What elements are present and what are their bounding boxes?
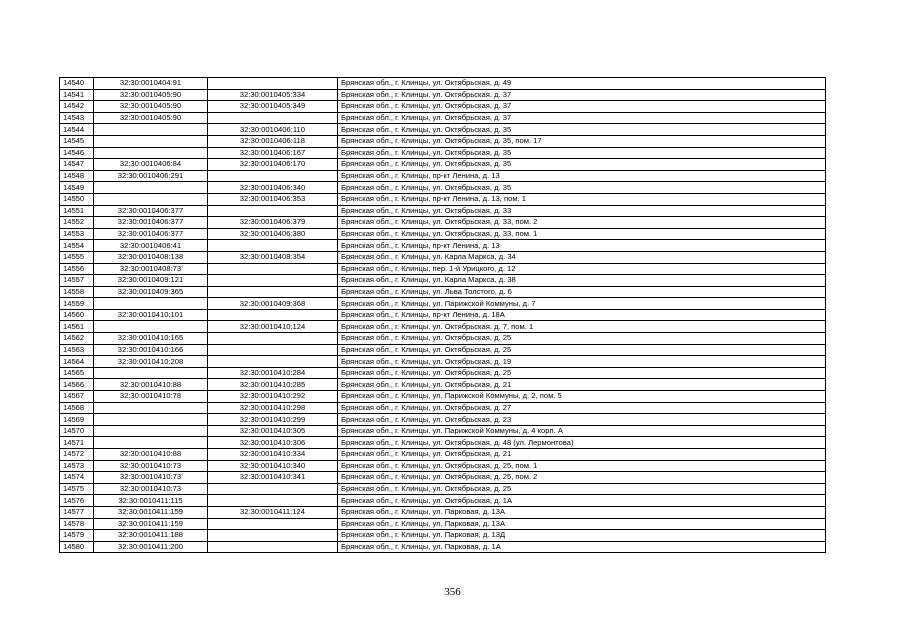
cadastral-number-cell: 32:30:0010409:365 — [94, 286, 208, 298]
table-row — [60, 228, 826, 240]
object-cadastral-number-cell — [208, 530, 338, 542]
cadastral-number-cell: 32:30:0010410:73 — [94, 460, 208, 472]
address-cell: Брянская обл., г. Клинцы, ул. Парковая, д. 1А — [338, 541, 826, 553]
object-cadastral-number-cell: 32:30:0010405:349 — [208, 101, 338, 113]
cadastral-number-cell: 32:30:0010406:84 — [94, 159, 208, 171]
row-number-cell: 14545 — [60, 135, 94, 147]
row-number-cell: 14550 — [60, 193, 94, 205]
row-number-cell: 14556 — [60, 263, 94, 275]
object-cadastral-number-cell: 32:30:0010406:379 — [208, 217, 338, 229]
cadastral-number-cell: 32:30:0010406:41 — [94, 240, 208, 252]
cadastral-number-cell: 32:30:0010408:138 — [94, 251, 208, 263]
cadastral-number-cell: 32:30:0010410:208 — [94, 356, 208, 368]
row-number-cell: 14579 — [60, 530, 94, 542]
row-number-cell: 14570 — [60, 425, 94, 437]
cadastral-number-cell: 32:30:0010406:377 — [94, 217, 208, 229]
cadastral-number-cell: 32:30:0010406:377 — [94, 228, 208, 240]
cadastral-number-cell: 32:30:0010410:73 — [94, 483, 208, 495]
cadastral-number-cell — [94, 124, 208, 136]
table-row — [60, 205, 826, 217]
row-number-cell: 14567 — [60, 391, 94, 403]
table-row — [60, 402, 826, 414]
row-number-cell: 14542 — [60, 101, 94, 113]
row-number-cell: 14559 — [60, 298, 94, 310]
row-number-cell: 14543 — [60, 112, 94, 124]
cadastral-number-cell: 32:30:0010410:166 — [94, 344, 208, 356]
cadastral-number-cell — [94, 402, 208, 414]
cadastral-number-cell: 32:30:0010410:88 — [94, 379, 208, 391]
row-number-cell: 14566 — [60, 379, 94, 391]
table-row — [60, 460, 826, 472]
table-row — [60, 263, 826, 275]
cadastral-number-cell: 32:30:0010410:165 — [94, 333, 208, 345]
object-cadastral-number-cell: 32:30:0010408:354 — [208, 251, 338, 263]
address-cell: Брянская обл., г. Клинцы, ул. Льва Толстого, д. 6 — [338, 286, 826, 298]
table-row — [60, 425, 826, 437]
cadastral-number-cell — [94, 414, 208, 426]
row-number-cell: 14561 — [60, 321, 94, 333]
address-cell: Брянская обл., г. Клинцы, ул. Октябрьская, д. 21 — [338, 449, 826, 461]
cadastral-number-cell: 32:30:0010411:188 — [94, 530, 208, 542]
object-cadastral-number-cell — [208, 205, 338, 217]
address-cell: Брянская обл., г. Клинцы, ул. Октябрьская, д. 23 — [338, 414, 826, 426]
address-cell: Брянская обл., г. Клинцы, ул. Октябрьская, д. 35 — [338, 124, 826, 136]
object-cadastral-number-cell — [208, 483, 338, 495]
address-cell: Брянская обл., г. Клинцы, ул. Октябрьская, д. 33 — [338, 205, 826, 217]
table-row — [60, 541, 826, 553]
row-number-cell: 14568 — [60, 402, 94, 414]
row-number-cell: 14573 — [60, 460, 94, 472]
table-row — [60, 124, 826, 136]
object-cadastral-number-cell: 32:30:0010405:334 — [208, 89, 338, 101]
page-number: 356 — [444, 586, 461, 598]
table-row — [60, 472, 826, 484]
address-cell: Брянская обл., г. Клинцы, ул. Октябрьская, д. 37 — [338, 112, 826, 124]
address-cell: Брянская обл., г. Клинцы, ул. Октябрьская, д. 27 — [338, 402, 826, 414]
row-number-cell: 14571 — [60, 437, 94, 449]
object-cadastral-number-cell: 32:30:0010410:306 — [208, 437, 338, 449]
row-number-cell: 14549 — [60, 182, 94, 194]
table-row — [60, 159, 826, 171]
cadastral-number-cell — [94, 298, 208, 310]
cadastral-number-cell: 32:30:0010410:78 — [94, 391, 208, 403]
object-cadastral-number-cell: 32:30:0010411:124 — [208, 506, 338, 518]
cadastral-number-cell: 32:30:0010410:101 — [94, 309, 208, 321]
row-number-cell: 14544 — [60, 124, 94, 136]
table-row — [60, 251, 826, 263]
object-cadastral-number-cell: 32:30:0010410:298 — [208, 402, 338, 414]
row-number-cell: 14551 — [60, 205, 94, 217]
table-row — [60, 379, 826, 391]
cadastral-number-cell: 32:30:0010410:88 — [94, 449, 208, 461]
object-cadastral-number-cell: 32:30:0010410:340 — [208, 460, 338, 472]
table-row — [60, 506, 826, 518]
address-cell: Брянская обл., г. Клинцы, ул. Октябрьская, д. 19 — [338, 356, 826, 368]
table-row — [60, 89, 826, 101]
cadastral-number-cell: 32:30:0010405:90 — [94, 89, 208, 101]
cadastral-number-cell — [94, 147, 208, 159]
table-row — [60, 286, 826, 298]
address-cell: Брянская обл., г. Клинцы, ул. Октябрьская, д. 33, пом. 1 — [338, 228, 826, 240]
table-row — [60, 101, 826, 113]
address-cell: Брянская обл., г. Клинцы, ул. Парижской Коммуны, д. 2, пом. 5 — [338, 391, 826, 403]
address-cell: Брянская обл., г. Клинцы, ул. Карла Маркса, д. 38 — [338, 275, 826, 287]
table-row — [60, 298, 826, 310]
object-cadastral-number-cell — [208, 518, 338, 530]
cadastral-number-cell — [94, 193, 208, 205]
cadastral-number-cell: 32:30:0010409:121 — [94, 275, 208, 287]
object-cadastral-number-cell: 32:30:0010406:170 — [208, 159, 338, 171]
table-row — [60, 193, 826, 205]
table-row — [60, 333, 826, 345]
row-number-cell: 14572 — [60, 449, 94, 461]
table-row — [60, 367, 826, 379]
registry-table — [59, 77, 826, 553]
cadastral-number-cell: 32:30:0010406:291 — [94, 170, 208, 182]
table-row — [60, 391, 826, 403]
address-cell: Брянская обл., г. Клинцы, ул. Октябрьская, д. 21 — [338, 379, 826, 391]
object-cadastral-number-cell: 32:30:0010409:368 — [208, 298, 338, 310]
row-number-cell: 14558 — [60, 286, 94, 298]
cadastral-number-cell: 32:30:0010410:73 — [94, 472, 208, 484]
object-cadastral-number-cell — [208, 112, 338, 124]
table-row — [60, 147, 826, 159]
address-cell: Брянская обл., г. Клинцы, пер. 1-й Урицкого, д. 12 — [338, 263, 826, 275]
object-cadastral-number-cell: 32:30:0010410:285 — [208, 379, 338, 391]
table-row — [60, 112, 826, 124]
row-number-cell: 14578 — [60, 518, 94, 530]
cadastral-number-cell: 32:30:0010405:90 — [94, 112, 208, 124]
cadastral-number-cell: 32:30:0010404:91 — [94, 78, 208, 90]
row-number-cell: 14575 — [60, 483, 94, 495]
table-row — [60, 321, 826, 333]
table-row — [60, 495, 826, 507]
table-row — [60, 449, 826, 461]
row-number-cell: 14574 — [60, 472, 94, 484]
cadastral-number-cell: 32:30:0010405:90 — [94, 101, 208, 113]
cadastral-number-cell: 32:30:0010411:159 — [94, 506, 208, 518]
object-cadastral-number-cell — [208, 170, 338, 182]
address-cell: Брянская обл., г. Клинцы, ул. Октябрьская, д. 25 — [338, 344, 826, 356]
address-cell: Брянская обл., г. Клинцы, ул. Октябрьская, д. 37 — [338, 101, 826, 113]
object-cadastral-number-cell: 32:30:0010406:340 — [208, 182, 338, 194]
object-cadastral-number-cell — [208, 356, 338, 368]
object-cadastral-number-cell — [208, 263, 338, 275]
object-cadastral-number-cell: 32:30:0010410:299 — [208, 414, 338, 426]
table-row — [60, 414, 826, 426]
row-number-cell: 14557 — [60, 275, 94, 287]
cadastral-number-cell — [94, 321, 208, 333]
object-cadastral-number-cell — [208, 333, 338, 345]
object-cadastral-number-cell: 32:30:0010410:284 — [208, 367, 338, 379]
table-row — [60, 518, 826, 530]
object-cadastral-number-cell — [208, 78, 338, 90]
table-row — [60, 437, 826, 449]
row-number-cell: 14546 — [60, 147, 94, 159]
row-number-cell: 14552 — [60, 217, 94, 229]
row-number-cell: 14541 — [60, 89, 94, 101]
object-cadastral-number-cell: 32:30:0010410:341 — [208, 472, 338, 484]
row-number-cell: 14540 — [60, 78, 94, 90]
address-cell: Брянская обл., г. Клинцы, ул. Октябрьская, д. 25 — [338, 367, 826, 379]
table-row — [60, 182, 826, 194]
cadastral-number-cell — [94, 182, 208, 194]
table-row — [60, 275, 826, 287]
object-cadastral-number-cell: 32:30:0010406:167 — [208, 147, 338, 159]
table-row — [60, 344, 826, 356]
address-cell: Брянская обл., г. Клинцы, ул. Октябрьская, д. 37 — [338, 89, 826, 101]
row-number-cell: 14553 — [60, 228, 94, 240]
object-cadastral-number-cell — [208, 344, 338, 356]
row-number-cell: 14548 — [60, 170, 94, 182]
object-cadastral-number-cell — [208, 275, 338, 287]
object-cadastral-number-cell — [208, 240, 338, 252]
address-cell: Брянская обл., г. Клинцы, ул. Октябрьская, д. 35 — [338, 159, 826, 171]
table-row — [60, 78, 826, 90]
object-cadastral-number-cell: 32:30:0010410:292 — [208, 391, 338, 403]
address-cell: Брянская обл., г. Клинцы, ул. Октябрьская, д. 25, пом. 1 — [338, 460, 826, 472]
address-cell: Брянская обл., г. Клинцы, ул. Октябрьская, д. 35 — [338, 147, 826, 159]
row-number-cell: 14577 — [60, 506, 94, 518]
object-cadastral-number-cell: 32:30:0010410:124 — [208, 321, 338, 333]
table-row — [60, 309, 826, 321]
address-cell: Брянская обл., г. Клинцы, ул. Октябрьская, д. 35 — [338, 182, 826, 194]
address-cell: Брянская обл., г. Клинцы, ул. Парковая, д. 13А — [338, 518, 826, 530]
row-number-cell: 14564 — [60, 356, 94, 368]
cadastral-number-cell: 32:30:0010411:159 — [94, 518, 208, 530]
object-cadastral-number-cell — [208, 309, 338, 321]
address-cell: Брянская обл., г. Клинцы, пр-кт Ленина, д. 13, пом. 1 — [338, 193, 826, 205]
cadastral-number-cell: 32:30:0010411:200 — [94, 541, 208, 553]
object-cadastral-number-cell: 32:30:0010406:110 — [208, 124, 338, 136]
table-row — [60, 135, 826, 147]
address-cell: Брянская обл., г. Клинцы, ул. Октябрьская, д. 35, пом. 17 — [338, 135, 826, 147]
address-cell: Брянская обл., г. Клинцы, ул. Парковая, д. 13Д — [338, 530, 826, 542]
object-cadastral-number-cell: 32:30:0010406:118 — [208, 135, 338, 147]
address-cell: Брянская обл., г. Клинцы, пр-кт Ленина, д. 18А — [338, 309, 826, 321]
table-row — [60, 483, 826, 495]
address-cell: Брянская обл., г. Клинцы, пр-кт Ленина, д. 13 — [338, 240, 826, 252]
row-number-cell: 14547 — [60, 159, 94, 171]
address-cell: Брянская обл., г. Клинцы, ул. Парижской Коммуны, д. 4 корп. А — [338, 425, 826, 437]
object-cadastral-number-cell — [208, 541, 338, 553]
table-row — [60, 356, 826, 368]
address-cell: Брянская обл., г. Клинцы, ул. Октябрьская, д. 1А — [338, 495, 826, 507]
table-row — [60, 170, 826, 182]
address-cell: Брянская обл., г. Клинцы, пр-кт Ленина, д. 13 — [338, 170, 826, 182]
address-cell: Брянская обл., г. Клинцы, ул. Парковая, д. 13А — [338, 506, 826, 518]
address-cell: Брянская обл., г. Клинцы, ул. Октябрьская, д. 48 (ул. Лермонтова) — [338, 437, 826, 449]
row-number-cell: 14560 — [60, 309, 94, 321]
object-cadastral-number-cell — [208, 286, 338, 298]
cadastral-number-cell — [94, 437, 208, 449]
row-number-cell: 14576 — [60, 495, 94, 507]
table-row — [60, 217, 826, 229]
object-cadastral-number-cell: 32:30:0010410:305 — [208, 425, 338, 437]
address-cell: Брянская обл., г. Клинцы, ул. Октябрьская, д. 7, пом. 1 — [338, 321, 826, 333]
cadastral-number-cell — [94, 425, 208, 437]
row-number-cell: 14580 — [60, 541, 94, 553]
row-number-cell: 14554 — [60, 240, 94, 252]
address-cell: Брянская обл., г. Клинцы, ул. Карла Маркса, д. 34 — [338, 251, 826, 263]
address-cell: Брянская обл., г. Клинцы, ул. Октябрьская, д. 49 — [338, 78, 826, 90]
address-cell: Брянская обл., г. Клинцы, ул. Октябрьская, д. 33, пом. 2 — [338, 217, 826, 229]
address-cell: Брянская обл., г. Клинцы, ул. Октябрьская, д. 25, пом. 2 — [338, 472, 826, 484]
object-cadastral-number-cell: 32:30:0010406:353 — [208, 193, 338, 205]
table-row — [60, 240, 826, 252]
row-number-cell: 14569 — [60, 414, 94, 426]
object-cadastral-number-cell: 32:30:0010406:380 — [208, 228, 338, 240]
object-cadastral-number-cell: 32:30:0010410:334 — [208, 449, 338, 461]
cadastral-number-cell — [94, 367, 208, 379]
cadastral-number-cell: 32:30:0010406:377 — [94, 205, 208, 217]
address-cell: Брянская обл., г. Клинцы, ул. Октябрьская, д. 25 — [338, 483, 826, 495]
cadastral-number-cell: 32:30:0010411:115 — [94, 495, 208, 507]
address-cell: Брянская обл., г. Клинцы, ул. Парижской Коммуны, д. 7 — [338, 298, 826, 310]
row-number-cell: 14555 — [60, 251, 94, 263]
object-cadastral-number-cell — [208, 495, 338, 507]
row-number-cell: 14565 — [60, 367, 94, 379]
address-cell: Брянская обл., г. Клинцы, ул. Октябрьская, д. 25 — [338, 333, 826, 345]
row-number-cell: 14563 — [60, 344, 94, 356]
cadastral-number-cell — [94, 135, 208, 147]
registry-table-body — [60, 78, 826, 553]
cadastral-number-cell: 32:30:0010408:73 — [94, 263, 208, 275]
row-number-cell: 14562 — [60, 333, 94, 345]
table-row — [60, 530, 826, 542]
